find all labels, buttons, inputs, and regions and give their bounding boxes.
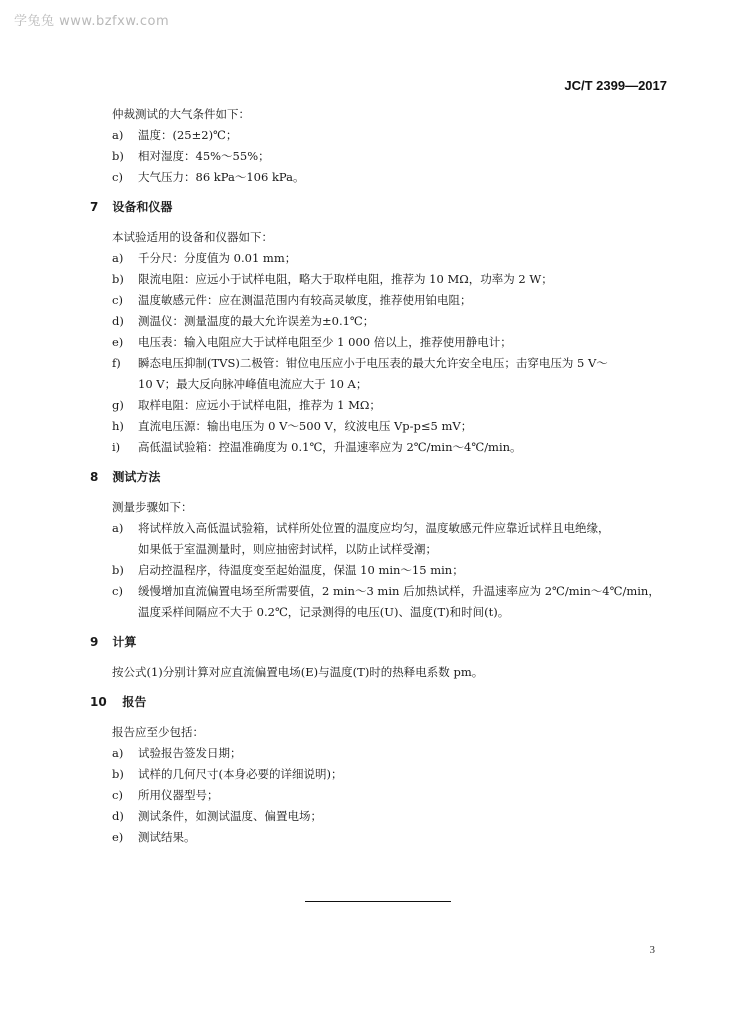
section-number: 9 — [90, 635, 99, 649]
list-text: 测试条件，如测试温度、偏置电场； — [138, 809, 322, 823]
list-marker: h) — [112, 419, 124, 433]
list-marker: d) — [112, 314, 124, 328]
list-text: 温度：(25±2)℃； — [138, 128, 238, 142]
list-text: 测试结果。 — [138, 830, 196, 844]
list-text: 测温仪：测量温度的最大允许误差为±0.1℃； — [138, 314, 375, 328]
list-text-continuation: 如果低于室温测量时，则应抽密封试样，以防止试样受潮； — [138, 542, 437, 556]
list-marker: b) — [112, 767, 124, 781]
list-item — [90, 416, 670, 437]
list-marker: a) — [112, 128, 124, 142]
list-text: 试验报告签发日期； — [138, 746, 242, 760]
list-item — [90, 353, 670, 374]
list-text: 取样电阻：应远小于试样电阻，推荐为 1 MΩ； — [138, 398, 381, 412]
list-item — [90, 581, 670, 602]
list-text: 直流电压源：输出电压为 0 V～500 V，纹波电压 Vp-p≤5 mV； — [138, 419, 473, 433]
document-body — [90, 104, 670, 848]
list-text: 大气压力：86 kPa～106 kPa。 — [138, 170, 305, 184]
list-text: 所用仪器型号； — [138, 788, 219, 802]
section-lead: 本试验适用的设备和仪器如下： — [112, 230, 273, 244]
section-heading — [90, 692, 670, 713]
list-item — [90, 764, 670, 785]
list-item — [90, 395, 670, 416]
standard-code: JC/T 2399—2017 — [564, 78, 667, 93]
list-marker: a) — [112, 521, 124, 535]
section-heading — [90, 197, 670, 218]
list-text: 千分尺：分度值为 0.01 mm； — [138, 251, 297, 265]
list-marker: e) — [112, 335, 124, 349]
list-item — [90, 743, 670, 764]
list-marker: c) — [112, 788, 123, 802]
list-marker: a) — [112, 251, 124, 265]
list-item — [90, 785, 670, 806]
section-title: 报告 — [122, 695, 147, 709]
list-item — [90, 146, 670, 167]
section-heading — [90, 632, 670, 653]
list-item — [90, 518, 670, 539]
list-marker: c) — [112, 293, 123, 307]
list-marker: b) — [112, 563, 124, 577]
list-marker: c) — [112, 170, 123, 184]
section-number: 8 — [90, 470, 99, 484]
list-marker: i) — [112, 440, 121, 454]
list-item — [90, 437, 670, 458]
list-marker: f) — [112, 356, 121, 370]
list-item — [90, 806, 670, 827]
section-title: 计算 — [112, 635, 137, 649]
list-text-continuation: 温度采样间隔应不大于 0.2℃，记录测得的电压(U)、温度(T)和时间(t)。 — [138, 605, 510, 619]
list-item — [90, 311, 670, 332]
list-text: 将试样放入高低温试验箱，试样所处位置的温度应均匀，温度敏感元件应靠近试样且电绝缘， — [138, 521, 610, 535]
section-lead: 测量步骤如下： — [112, 500, 193, 514]
list-marker: e) — [112, 830, 124, 844]
list-marker: d) — [112, 809, 124, 823]
intro-text: 仲裁测试的大气条件如下： — [112, 107, 250, 121]
list-item — [90, 332, 670, 353]
list-text: 启动控温程序，待温度变至起始温度，保温 10 min～15 min； — [138, 563, 464, 577]
list-marker: b) — [112, 272, 124, 286]
list-marker: b) — [112, 149, 124, 163]
list-marker: a) — [112, 746, 124, 760]
list-text: 温度敏感元件：应在测温范围内有较高灵敏度，推荐使用铂电阻； — [138, 293, 472, 307]
list-item — [90, 248, 670, 269]
list-text: 瞬态电压抑制(TVS)二极管：钳位电压应小于电压表的最大允许安全电压；击穿电压为 5 V～ — [138, 356, 608, 370]
list-text-continuation: 10 V；最大反向脉冲峰值电流应大于 10 A； — [138, 377, 368, 391]
section-lead: 报告应至少包括： — [112, 725, 204, 739]
list-text: 高低温试验箱：控温准确度为 0.1℃，升温速率应为 2℃/min～4℃/min。 — [138, 440, 522, 454]
section-number: 7 — [90, 200, 99, 214]
section-lead: 按公式(1)分别计算对应直流偏置电场(E)与温度(T)时的热释电系数 pm。 — [112, 665, 484, 679]
section-number: 10 — [90, 695, 107, 709]
section-title: 测试方法 — [112, 470, 161, 484]
list-item — [90, 167, 670, 188]
list-text: 限流电阻：应远小于试样电阻，略大于取样电阻，推荐为 10 MΩ，功率为 2 W； — [138, 272, 553, 286]
list-item — [90, 560, 670, 581]
list-marker: c) — [112, 584, 123, 598]
list-item — [90, 827, 670, 848]
list-item — [90, 269, 670, 290]
list-item — [90, 125, 670, 146]
page-number: 3 — [649, 944, 655, 956]
list-text: 缓慢增加直流偏置电场至所需要值，2 min～3 min 后加热试样，升温速率应为 2℃/min～4℃/min， — [138, 584, 660, 598]
list-text: 试样的几何尺寸(本身必要的详细说明)； — [138, 767, 343, 781]
section-heading — [90, 467, 670, 488]
end-rule — [305, 901, 451, 902]
section-title: 设备和仪器 — [112, 200, 173, 214]
watermark: 学兔兔 www.bzfxw.com — [14, 14, 170, 29]
list-item — [90, 290, 670, 311]
list-text: 相对湿度：45%～55%； — [138, 149, 270, 163]
list-text: 电压表：输入电阻应大于试样电阻至少 1 000 倍以上，推荐使用静电计； — [138, 335, 512, 349]
list-marker: g) — [112, 398, 124, 412]
